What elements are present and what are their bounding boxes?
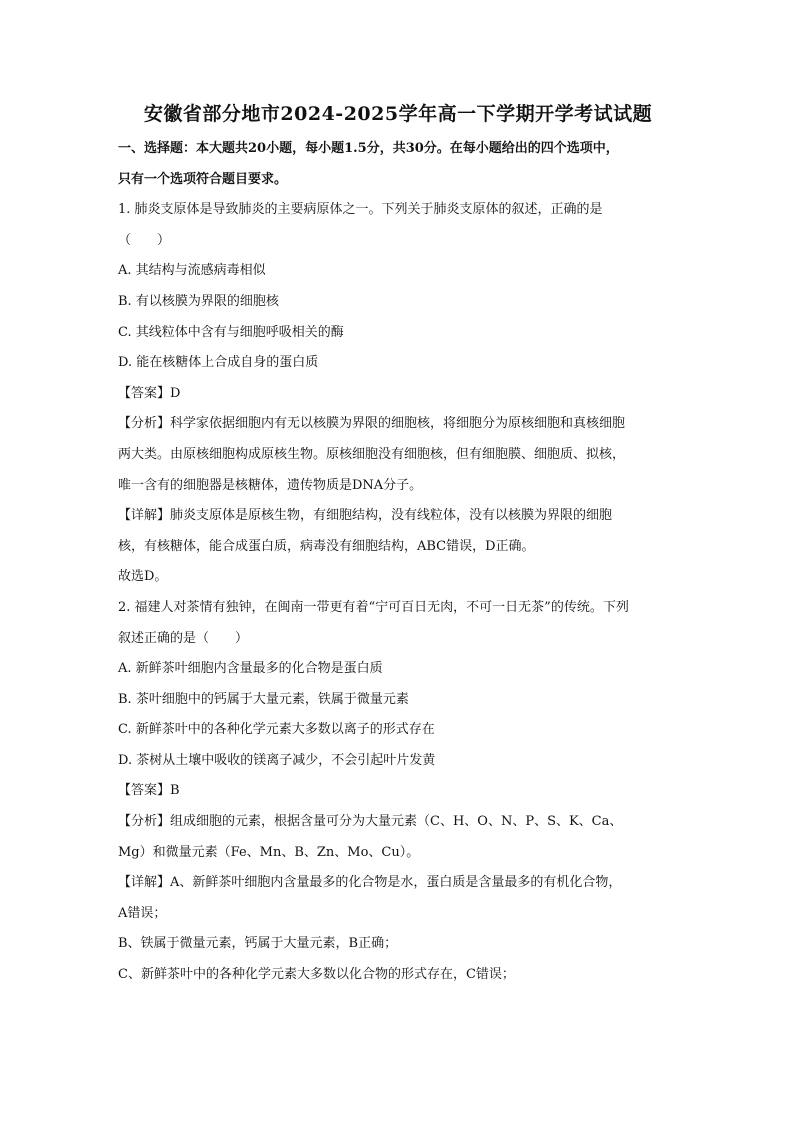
q2-option-a: A. 新鲜茶叶细胞内含量最多的化合物是蛋白质 bbox=[118, 661, 383, 677]
q2-stem-line-1: 2. 福建人对茶情有独钟，在闽南一带更有着“宁可百日无肉，不可一日无茶”的传统。下列 bbox=[118, 599, 629, 615]
q1-stem-line-1: 1. 肺炎支原体是导致肺炎的主要病原体之一。下列关于肺炎支原体的叙述，正确的是 bbox=[118, 202, 603, 218]
q2-detail-line-4: C、新鲜茶叶中的各种化学元素大多数以化合物的形式存在，C错误； bbox=[118, 967, 515, 983]
q2-answer: 【答案】B bbox=[118, 783, 180, 799]
q2-option-c: C. 新鲜茶叶中的各种化学元素大多数以离子的形式存在 bbox=[118, 722, 435, 738]
section-header-line-2: 只有一个选项符合题目要求。 bbox=[118, 171, 288, 187]
q1-option-a: A. 其结构与流感病毒相似 bbox=[118, 263, 266, 279]
q2-detail-line-1: 【详解】A、新鲜茶叶细胞内含量最多的化合物是水，蛋白质是含量最多的有机化合物， bbox=[118, 875, 622, 891]
q1-stem-line-2: （ ） bbox=[118, 232, 171, 248]
q1-option-b: B. 有以核膜为界限的细胞核 bbox=[118, 293, 279, 309]
q1-option-d: D. 能在核糖体上合成自身的蛋白质 bbox=[118, 355, 319, 371]
q1-analysis-line-1: 【分析】科学家依据细胞内有无以核膜为界限的细胞核，将细胞分为原核细胞和真核细胞 bbox=[118, 416, 626, 432]
document-title: 安徽省部分地市2024-2025学年高一下学期开学考试试题 bbox=[143, 103, 653, 125]
q2-detail-line-3: B、铁属于微量元素，钙属于大量元素，B正确； bbox=[118, 936, 398, 952]
q2-option-b: B. 茶叶细胞中的钙属于大量元素，铁属于微量元素 bbox=[118, 691, 409, 707]
q1-option-c: C. 其线粒体中含有与细胞呼吸相关的酶 bbox=[118, 324, 344, 340]
q1-detail-line-3: 故选D。 bbox=[118, 569, 168, 585]
q1-detail-line-1: 【详解】肺炎支原体是原核生物，有细胞结构，没有线粒体，没有以核膜为界限的细胞 bbox=[118, 508, 613, 524]
q1-analysis-line-2: 两大类。由原核细胞构成原核生物。原核细胞没有细胞核，但有细胞膜、细胞质、拟核， bbox=[118, 446, 626, 462]
document-page bbox=[118, 100, 678, 991]
q1-analysis-line-3: 唯一含有的细胞器是核糖体，遗传物质是DNA分子。 bbox=[118, 477, 423, 493]
q2-analysis-line-2: Mg）和微量元素（Fe、Mn、B、Zn、Mo、Cu）。 bbox=[118, 844, 420, 860]
q2-option-d: D. 茶树从土壤中吸收的镁离子减少，不会引起叶片发黄 bbox=[118, 752, 436, 768]
q2-stem-line-2: 叙述正确的是（ ） bbox=[118, 630, 249, 646]
q2-detail-line-2: A错误； bbox=[118, 905, 167, 921]
section-header-line-1: 一、选择题：本大题共20小题，每小题1.5分，共30分。在每小题给出的四个选项中， bbox=[118, 141, 619, 156]
q1-detail-line-2: 核，有核糖体，能合成蛋白质，病毒没有细胞结构，ABC错误，D正确。 bbox=[118, 538, 535, 554]
q2-analysis-line-1: 【分析】组成细胞的元素，根据含量可分为大量元素（C、H、O、N、P、S、K、Ca、 bbox=[118, 814, 623, 830]
q1-answer: 【答案】D bbox=[118, 385, 181, 401]
